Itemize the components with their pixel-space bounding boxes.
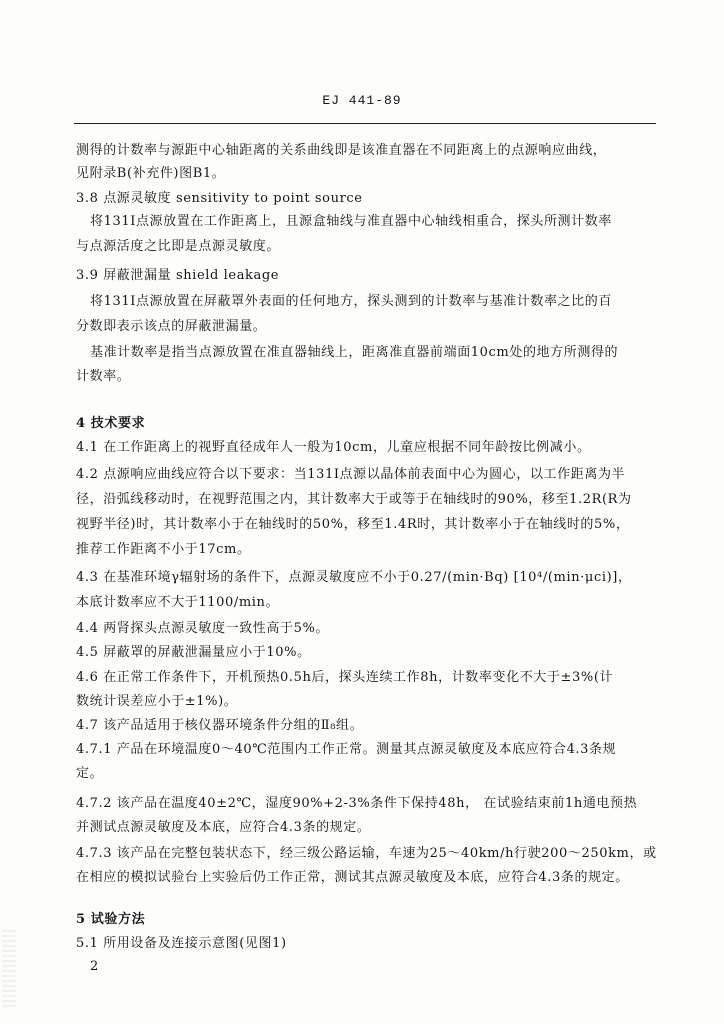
text-line: 4.7.3 该产品在完整包装状态下，经三级公路运输，车速为25～40km/h行驶200～250km，或	[76, 846, 657, 861]
text-line: 径，沿弧线移动时，在视野范围之内，其计数率大于或等于在轴线时的90%，移至1.2R(R为	[76, 492, 632, 507]
text-line: 与点源活度之比即是点源灵敏度。	[76, 239, 281, 254]
text-line: 计数率。	[76, 369, 131, 384]
text-line: 4.7 该产品适用于核仪器环境条件分组的Ⅱ₈组。	[76, 718, 364, 733]
text-line: 分数即表示该点的屏蔽泄漏量。	[76, 319, 267, 334]
text-line: 4.2 点源响应曲线应符合以下要求：当131I点源以晶体前表面中心为圆心，以工作距离为半	[76, 467, 626, 482]
text-line: 见附录B(补充件)图B1。	[76, 166, 226, 181]
text-line: 5.1 所用设备及连接示意图(见图1)	[76, 936, 287, 951]
text-line: 将131I点源放置在屏蔽罩外表面的任何地方，探头测到的计数率与基准计数率之比的百	[90, 294, 612, 309]
text-line: 基准计数率是指当点源放置在准直器轴线上，距离准直器前端面10cm处的地方所测得的	[90, 345, 619, 360]
scan-artifact	[2, 930, 16, 1010]
text-line: 将131I点源放置在工作距离上，且源盒轴线与准直器中心轴线相重合，探头所测计数率	[90, 214, 612, 229]
text-line: 4.4 两肾探头点源灵敏度一致性高于5%。	[76, 621, 330, 636]
text-line: 4.5 屏蔽罩的屏蔽泄漏量应小于10%。	[76, 645, 311, 660]
text-line: 4.7.1 产品在环境温度0～40℃范围内工作正常。测量其点源灵敏度及本底应符合4.3条规	[76, 742, 617, 757]
text-line: 在相应的模拟试验台上实验后仍工作正常，测试其点源灵敏度及本底，应符合4.3条的规定。	[76, 870, 629, 885]
text-line: 4.3 在基准环境γ辐射场的条件下，点源灵敏度应不小于0.27/(min·Bq) [10⁴/(min·μci)]，	[76, 570, 632, 585]
text-line: 测得的计数率与源距中心轴距离的关系曲线即是该准直器在不同距离上的点源响应曲线，	[76, 143, 607, 158]
section-3-8-heading: 3.8 点源灵敏度 sensitivity to point source	[76, 191, 363, 206]
text-line: 4.1 在工作距离上的视野直径成年人一般为10cm，儿童应根据不同年龄按比例减小。	[76, 440, 591, 455]
text-line: 4.6 在正常工作条件下，开机预热0.5h后，探头连续工作8h，计数率变化不大于±3%(计	[76, 670, 614, 685]
document-header: EJ 441-89	[322, 93, 402, 108]
text-line: 视野半径)时，其计数率小于在轴线时的50%，移至1.4R时，其计数率小于在轴线时的5%，	[76, 517, 630, 532]
section-4-heading: 4 技术要求	[76, 416, 146, 431]
header-rule	[74, 123, 656, 124]
text-line: 本底计数率应不大于1100/min。	[76, 595, 280, 610]
text-line: 4.7.2 该产品在温度40±2℃，湿度90%+2-3%条件下保持48h， 在试验结束前1h通电预热	[76, 796, 638, 811]
text-line: 数统计误差应小于±1%)。	[76, 694, 238, 709]
text-line: 推荐工作距离不小于17cm。	[76, 542, 251, 557]
section-5-heading: 5 试验方法	[76, 912, 146, 927]
text-line: 定。	[76, 766, 104, 781]
text-line: 并测试点源灵敏度及本底，应符合4.3条的规定。	[76, 820, 371, 835]
page-number: 2	[90, 959, 99, 974]
section-3-9-heading: 3.9 屏蔽泄漏量 shield leakage	[76, 268, 280, 283]
